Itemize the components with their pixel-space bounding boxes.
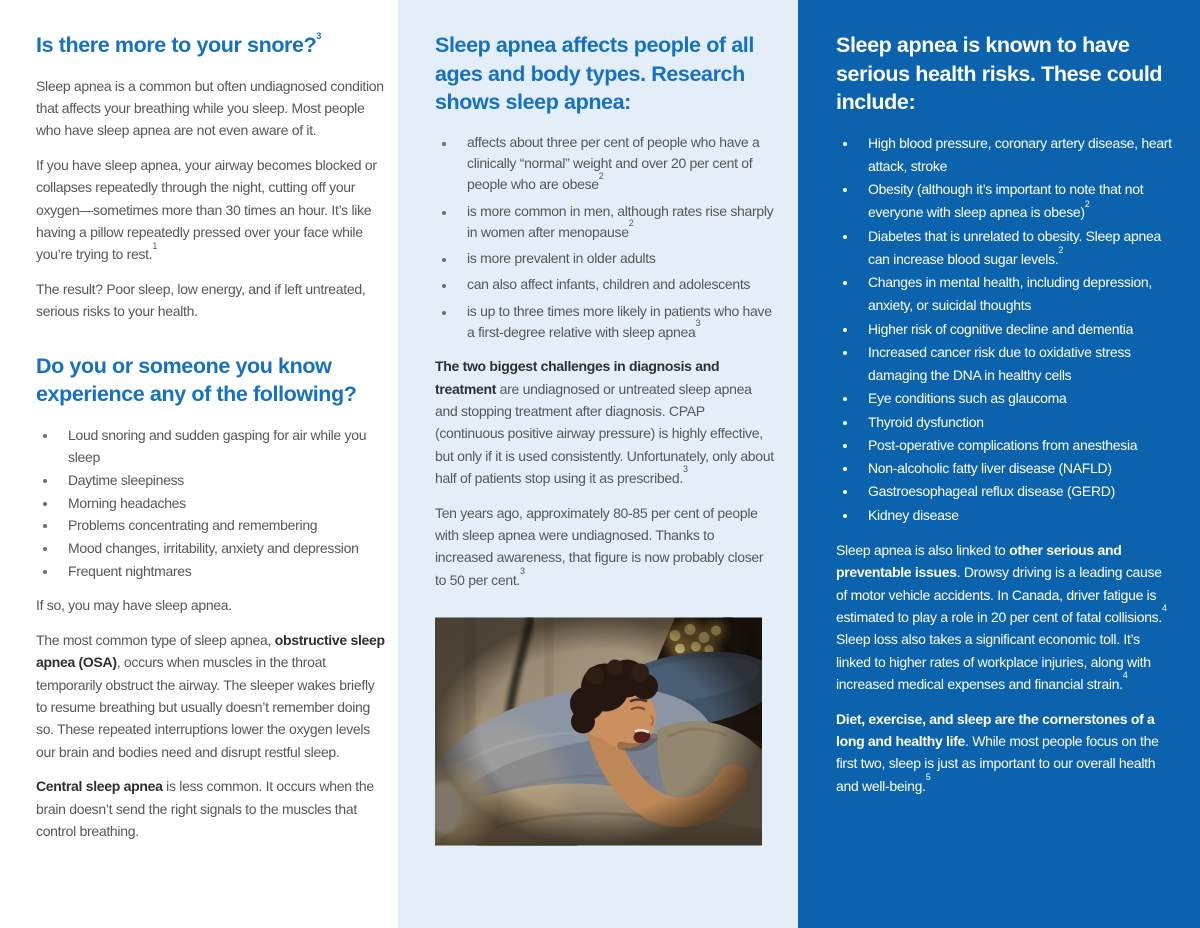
bullet-text: Diabetes that is unrelated to obesity. Sleep apnea can increase blood sugar levels.$^2$ xyxy=(868,227,1161,267)
bullet-text: Frequent nightmares xyxy=(68,562,192,579)
bullet-dot-icon xyxy=(843,328,847,332)
research-list xyxy=(435,132,774,343)
bullet-text: Increased cancer risk due to oxidative stress damaging the DNA in healthy cells xyxy=(868,343,1131,384)
bullet-dot-icon xyxy=(43,547,47,551)
bullet-text: Daytime sleepiness xyxy=(68,472,184,489)
bullet-dot-icon xyxy=(43,434,47,438)
bullet-text: Loud snoring and sudden gasping for air while you sleep xyxy=(68,426,367,466)
panel-research xyxy=(398,0,798,928)
bullet-item xyxy=(36,492,388,515)
sleeping-man-photo xyxy=(435,617,762,846)
bullet-text: Thyroid dysfunction xyxy=(868,413,984,430)
bullet-dot-icon xyxy=(43,524,47,528)
bullet-item xyxy=(836,271,1172,317)
bullet-dot-icon xyxy=(843,490,847,494)
bullet-text: affects about three per cent of people who have a clinically “normal” weight and over 20 per cent of people who are obese$^2$ xyxy=(467,133,760,193)
bullet-item xyxy=(836,341,1172,387)
bullet-dot-icon xyxy=(442,211,446,215)
bullet-item xyxy=(36,560,388,583)
bullet-item xyxy=(36,514,388,537)
bullet-dot-icon xyxy=(843,188,847,192)
bullet-dot-icon xyxy=(843,351,847,355)
bullet-dot-icon xyxy=(843,514,847,518)
panel-health-risks xyxy=(798,0,1200,928)
bullet-text: Eye conditions such as glaucoma xyxy=(868,390,1067,407)
intro-paragraph-2: If you have sleep apnea, your airway becomes blocked or collapses repeatedly through the night, cutting off your oxygen—sometimes more than 30 times an hour. It’s like having a pillow repeatedly pressed over your face while you’re trying to rest.$^1$ xyxy=(36,156,377,263)
bullet-item xyxy=(36,469,388,492)
bullet-item xyxy=(836,411,1172,434)
bullet-text: is up to three times more likely in patients who have a first-degree relative with sleep apnea$^3$ xyxy=(467,302,772,340)
bullet-item xyxy=(435,201,774,244)
bullet-item xyxy=(836,434,1172,457)
intro-paragraph-1: Sleep apnea is a common but often undiagnosed condition that affects your breathing while you sleep. Most people who have sleep apnea are not even aware of it. xyxy=(36,77,384,139)
bullet-text: Mood changes, irritability, anxiety and depression xyxy=(68,540,359,557)
risks-heading: Sleep apnea is known to have serious health risks. These could include: xyxy=(836,33,1163,115)
if-so-paragraph: If so, you may have sleep apnea. xyxy=(36,597,232,614)
bullet-dot-icon xyxy=(442,311,446,315)
bullet-text: Kidney disease xyxy=(868,506,959,523)
bullet-dot-icon xyxy=(442,258,446,262)
linked-paragraph: Sleep apnea is also linked to other serious and preventable issues. Drowsy driving is a leading cause of motor vehicle accidents. In Canada, driver fatigue is estimated to play a role in 20 per cent of fatal collisions.$^4$ Sleep loss also takes a significant economic toll. It’s linked to higher rates of workplace injuries, along with increased medical expenses and financial strain.$^4$ xyxy=(836,541,1167,693)
bullet-item xyxy=(836,318,1172,341)
bullet-item xyxy=(36,537,388,560)
challenges-paragraph: The two biggest challenges in diagnosis and treatment are undiagnosed or untreated sleep apnea and stopping treatment after diagnosis. CPAP (continuous positive airway pressure) is highly effective, but only if it is used consistently. Unfortunately, only about half of patients stop using it as prescribed.$^3$ xyxy=(435,358,774,487)
bullet-dot-icon xyxy=(843,281,847,285)
bullet-text: Changes in mental health, including depression, anxiety, or suicidal thoughts xyxy=(868,274,1152,314)
bullet-dot-icon xyxy=(43,570,47,574)
intro-paragraph-3: The result? Poor sleep, low energy, and if left untreated, serious risks to your health. xyxy=(36,280,366,320)
bullet-item xyxy=(836,225,1172,271)
left-heading: Is there more to your snore?$^3$ xyxy=(36,30,322,57)
bullet-item xyxy=(836,504,1172,527)
bullet-text: is more common in men, although rates rise sharply in women after menopause$^2$ xyxy=(467,202,774,240)
bullet-item xyxy=(435,132,774,196)
bullet-dot-icon xyxy=(843,444,847,448)
bullet-text: Higher risk of cognitive decline and dementia xyxy=(868,320,1134,337)
bullet-text: can also affect infants, children and adolescents xyxy=(467,276,751,293)
risks-list xyxy=(836,132,1172,527)
bullet-item xyxy=(836,178,1172,224)
cornerstones-paragraph: Diet, exercise, and sleep are the cornerstones of a long and healthy life. While most people focus on the first two, sleep is just as important to our overall health and well-being.$^5$ xyxy=(836,710,1159,794)
bullet-dot-icon xyxy=(843,421,847,425)
panel-snore xyxy=(0,0,398,928)
bullet-text: Morning headaches xyxy=(68,494,186,511)
bullet-text: is more prevalent in older adults xyxy=(467,250,656,267)
symptoms-list xyxy=(36,424,388,583)
research-heading: Sleep apnea affects people of all ages and body types. Research shows sleep apnea: xyxy=(435,33,754,115)
bullet-text: Post-operative complications from anesthesia xyxy=(868,436,1138,453)
symptoms-heading: Do you or someone you know experience any of the following? xyxy=(36,353,357,407)
bullet-item xyxy=(836,480,1172,503)
bullet-text: High blood pressure, coronary artery disease, heart attack, stroke xyxy=(868,134,1172,175)
bullet-dot-icon xyxy=(843,142,847,146)
bullet-text: Obesity (although it’s important to note that not everyone with sleep apnea is obese)$^2$ xyxy=(868,181,1144,221)
bullet-dot-icon xyxy=(442,284,446,288)
bullet-item xyxy=(836,387,1172,410)
central-apnea-paragraph: Central sleep apnea is less common. It occurs when the brain doesn’t send the right signals to the muscles that control breathing. xyxy=(36,778,374,839)
bullet-text: Non-alcoholic fatty liver disease (NAFLD) xyxy=(868,460,1112,477)
ten-years-paragraph: Ten years ago, approximately 80-85 per cent of people with sleep apnea were undiagnosed. Thanks to increased awareness, that figure is now probably closer to 50 per cent.$^3$ xyxy=(435,504,764,588)
bullet-dot-icon xyxy=(43,479,47,483)
bullet-item xyxy=(435,301,774,344)
bullet-dot-icon xyxy=(442,142,446,146)
bullet-item xyxy=(435,248,774,269)
osa-paragraph: The most common type of sleep apnea, obstructive sleep apnea (OSA), occurs when muscles in the throat temporarily obstruct the airway. The sleeper wakes briefly to resume breathing but usually doesn’t remember doing so. These repeated interruptions lower the oxygen levels our brain and bodies need and disrupt restful sleep. xyxy=(36,631,385,760)
bullet-dot-icon xyxy=(843,397,847,401)
bullet-dot-icon xyxy=(843,235,847,239)
bullet-dot-icon xyxy=(43,502,47,506)
bullet-dot-icon xyxy=(843,467,847,471)
bullet-item xyxy=(836,457,1172,480)
bullet-item xyxy=(435,274,774,295)
bullet-text: Problems concentrating and remembering xyxy=(68,517,318,534)
bullet-item xyxy=(836,132,1172,178)
bullet-text: Gastroesophageal reflux disease (GERD) xyxy=(868,483,1115,500)
bullet-item xyxy=(36,424,388,469)
